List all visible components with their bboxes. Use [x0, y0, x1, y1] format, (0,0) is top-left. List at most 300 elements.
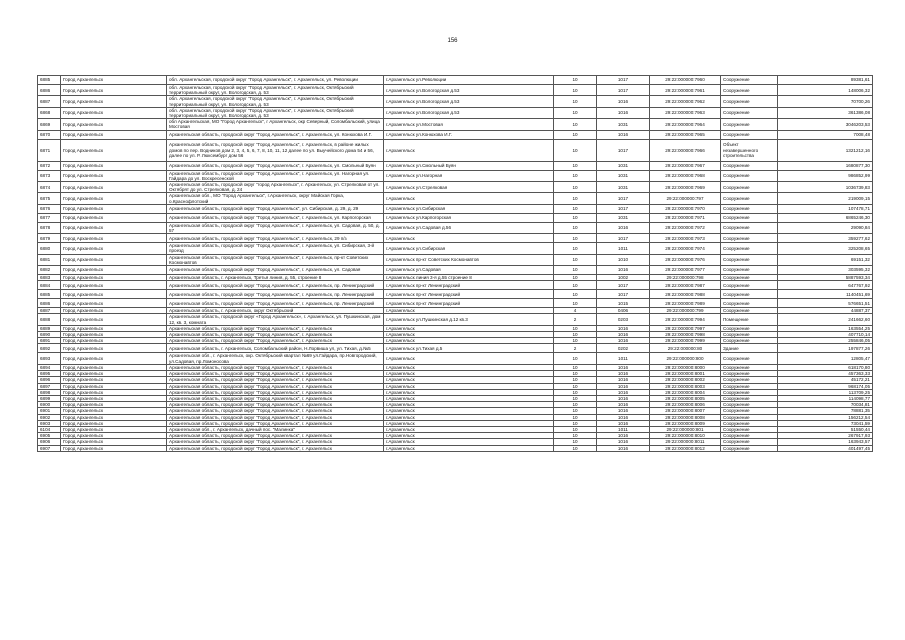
- cadastral-value-cell: 303595,32: [778, 266, 873, 275]
- cadastral-value-cell: 1036739,83: [778, 182, 873, 193]
- category-code-cell: 10: [554, 130, 597, 139]
- object-type-cell: Сооружение: [721, 439, 778, 445]
- cadastral-value-cell: 7008,48: [778, 130, 873, 139]
- category-code-cell: 10: [554, 96, 597, 107]
- type-code-cell: 1017: [597, 139, 650, 161]
- cadastral-value-cell: 401497,45: [778, 445, 873, 451]
- full-address-cell: Архангельская область, городской округ "Город Архангельск", г. Архангельск: [167, 389, 384, 395]
- record-number-cell: 6906: [38, 439, 61, 445]
- cadastral-value-cell: 70034,81: [778, 402, 873, 408]
- category-code-cell: 10: [554, 395, 597, 401]
- type-code-cell: 1011: [597, 353, 650, 364]
- cadastral-number-cell: 29:22:000000:8002: [650, 377, 721, 383]
- cadastral-value-cell: 576651,51: [778, 299, 873, 308]
- short-address-cell: г.Архангельск: [384, 383, 554, 389]
- full-address-cell: Архангельская область, городской округ "Город Архангельск", г. Архангельск: [167, 395, 384, 401]
- category-code-cell: 10: [554, 182, 597, 193]
- category-code-cell: 2: [554, 344, 597, 353]
- object-type-cell: Сооружение: [721, 325, 778, 331]
- object-type-cell: Сооружение: [721, 85, 778, 96]
- cadastral-number-cell: 29:22:000000:7994: [650, 314, 721, 325]
- cadastral-number-cell: 29:22:000000:7972: [650, 222, 721, 233]
- cadastral-value-cell: 163554,25: [778, 325, 873, 331]
- object-type-cell: Сооружение: [721, 170, 778, 181]
- short-address-cell: г.Архангельск: [384, 234, 554, 243]
- type-code-cell: 1016: [597, 389, 650, 395]
- cadastral-value-cell: 114098,77: [778, 395, 873, 401]
- type-code-cell: 1017: [597, 204, 650, 213]
- table-row: [38, 299, 873, 308]
- category-code-cell: 10: [554, 266, 597, 275]
- type-code-cell: 1017: [597, 281, 650, 290]
- municipality-cell: Город Архангельск: [61, 402, 167, 408]
- record-number-cell: 6871: [38, 139, 61, 161]
- category-code-cell: 10: [554, 414, 597, 420]
- object-type-cell: Объект незавершенного строительства: [721, 139, 778, 161]
- municipality-cell: Город Архангельск: [61, 377, 167, 383]
- type-code-cell: 1017: [597, 193, 650, 204]
- object-type-cell: Сооружение: [721, 76, 778, 85]
- record-number-cell: 6882: [38, 266, 61, 275]
- object-type-cell: Сооружение: [721, 275, 778, 281]
- cadastral-value-cell: 3046203,53: [778, 119, 873, 130]
- full-address-cell: обл. Архангельская, городской округ "Город Архангельск", г. Архангельск, Октябрьский территориальный округ, ул. Вологодская, д. 53: [167, 96, 384, 107]
- type-code-cell: 0406: [597, 308, 650, 314]
- cadastral-number-cell: 29:22:000000:7962: [650, 96, 721, 107]
- municipality-cell: Город Архангельск: [61, 344, 167, 353]
- category-code-cell: 10: [554, 383, 597, 389]
- cadastral-number-cell: 29:22:000000:7960: [650, 76, 721, 85]
- full-address-cell: Архангельская область, городской округ "город Архангельск", г. Архангельск, ул. Стрелковая от ул. Октябрят до ул. Стрелковая, д. 24: [167, 182, 384, 193]
- municipality-cell: Город Архангельск: [61, 308, 167, 314]
- record-number-cell: 6879: [38, 234, 61, 243]
- short-address-cell: г.Архангельск ул.Нагорная: [384, 170, 554, 181]
- record-number-cell: 6878: [38, 222, 61, 233]
- full-address-cell: Архангельская область, городской округ "Город Архангельск", г. Архангельск, ул. Садовая, д. 50, д. 57: [167, 222, 384, 233]
- cadastral-value-cell: 1321212,16: [778, 139, 873, 161]
- table-row: [38, 119, 873, 130]
- cadastral-number-cell: 29:22:000000:7967: [650, 161, 721, 170]
- category-code-cell: 10: [554, 420, 597, 426]
- object-type-cell: Сооружение: [721, 281, 778, 290]
- full-address-cell: Архангельская область, городской округ "Город Архангельск", г. Архангельск, 29 п/з: [167, 234, 384, 243]
- record-number-cell: 6876: [38, 204, 61, 213]
- short-address-cell: г.Архангельск ул.Революции: [384, 76, 554, 85]
- type-code-cell: 1011: [597, 243, 650, 254]
- short-address-cell: г.Архангельск: [384, 433, 554, 439]
- cadastral-number-cell: 29:22:000000:801: [650, 426, 721, 432]
- full-address-cell: Архангельская обл., г. Архангельск, дачный пос. "Малинка": [167, 426, 384, 432]
- object-type-cell: Сооружение: [721, 213, 778, 222]
- cadastral-value-cell: 1140451,69: [778, 290, 873, 299]
- type-code-cell: 0202: [597, 344, 650, 353]
- full-address-cell: Архангельская область, городской округ "Город Архангельск", г. Архангельск: [167, 332, 384, 338]
- type-code-cell: 1016: [597, 402, 650, 408]
- municipality-cell: Город Архангельск: [61, 182, 167, 193]
- table-row: [38, 107, 873, 118]
- cadastral-number-cell: 29:22:000000:8000: [650, 364, 721, 370]
- record-number-cell: 6886: [38, 299, 61, 308]
- record-number-cell: 6884: [38, 281, 61, 290]
- short-address-cell: г.Архангельск ул.Смольный Буян: [384, 161, 554, 170]
- short-address-cell: г.Архангельск: [384, 332, 554, 338]
- table-row: [38, 243, 873, 254]
- category-code-cell: 10: [554, 222, 597, 233]
- record-number-cell: 6870: [38, 130, 61, 139]
- cadastral-value-cell: 163943,57: [778, 439, 873, 445]
- object-type-cell: Сооружение: [721, 395, 778, 401]
- municipality-cell: Город Архангельск: [61, 76, 167, 85]
- table-row: [38, 182, 873, 193]
- full-address-cell: Архангельская область, городской округ "Город Архангельск", ул. Сибирская, д. 29, д. 29: [167, 204, 384, 213]
- cadastral-number-cell: 29:22:000000:7988: [650, 290, 721, 299]
- table-row: [38, 76, 873, 85]
- type-code-cell: 1011: [597, 426, 650, 432]
- cadastral-value-cell: 156212,54: [778, 414, 873, 420]
- full-address-cell: Архангельская область, городской округ "Город Архангельск", г. Архангельск: [167, 364, 384, 370]
- cadastral-value-cell: 69151,32: [778, 254, 873, 265]
- category-code-cell: 10: [554, 445, 597, 451]
- cadastral-number-cell: 29:22:000000:7989: [650, 299, 721, 308]
- municipality-cell: Город Архангельск: [61, 85, 167, 96]
- cadastral-number-cell: 29:22:000000:8011: [650, 439, 721, 445]
- record-number-cell: 6898: [38, 389, 61, 395]
- type-code-cell: 1016: [597, 338, 650, 344]
- full-address-cell: Архангельская область, городской округ "Город Архангельск", г. Архангельск, пр-кт Советских Космонавтов: [167, 254, 384, 265]
- short-address-cell: г.Архангельск ул.Сибирская: [384, 204, 554, 213]
- object-type-cell: Сооружение: [721, 353, 778, 364]
- cadastral-number-cell: 29:22:000000:8003: [650, 383, 721, 389]
- object-type-cell: Сооружение: [721, 182, 778, 193]
- cadastral-number-cell: 29:22:000000:80: [650, 344, 721, 353]
- cadastral-value-cell: 29090,84: [778, 222, 873, 233]
- record-number-cell: 6873: [38, 170, 61, 181]
- municipality-cell: Город Архангельск: [61, 204, 167, 213]
- type-code-cell: 1016: [597, 222, 650, 233]
- full-address-cell: Архангельская обл., г. Архангельск, окр. Октябрьский квартал №69 ул.Гайдара, пр.Новгородский, ул.Садовая, пр.Ломоносова: [167, 353, 384, 364]
- category-code-cell: 10: [554, 243, 597, 254]
- municipality-cell: Город Архангельск: [61, 314, 167, 325]
- type-code-cell: 0203: [597, 314, 650, 325]
- category-code-cell: 10: [554, 139, 597, 161]
- short-address-cell: г.Архангельск: [384, 364, 554, 370]
- record-number-cell: 6887: [38, 308, 61, 314]
- municipality-cell: Город Архангельск: [61, 130, 167, 139]
- short-address-cell: г.Архангельск ул.Тихая д.5: [384, 344, 554, 353]
- record-number-cell: 6896: [38, 377, 61, 383]
- municipality-cell: Город Архангельск: [61, 445, 167, 451]
- short-address-cell: г.Архангельск ул.Вологодская д.53: [384, 96, 554, 107]
- cadastral-number-cell: 29:22:000000:8004: [650, 389, 721, 395]
- cadastral-value-cell: 359277,62: [778, 234, 873, 243]
- record-number-cell: 6869: [38, 119, 61, 130]
- cadastral-value-cell: 78881,35: [778, 408, 873, 414]
- short-address-cell: г.Архангельск: [384, 308, 554, 314]
- full-address-cell: обл. Архангельская, городской округ "Город Архангельск", г. Архангельск, Октябрьский территориальный округ, ул. Вологодская, д. 53: [167, 107, 384, 118]
- cadastral-number-cell: 29:22:000000:8001: [650, 371, 721, 377]
- page-number: 156: [447, 38, 458, 44]
- table-row: [38, 213, 873, 222]
- cadastral-value-cell: 45172,21: [778, 377, 873, 383]
- record-number-cell: 6881: [38, 254, 61, 265]
- municipality-cell: Город Архангельск: [61, 161, 167, 170]
- full-address-cell: Архангельская область, городской округ "Город Архангельск", г. Архангельск: [167, 325, 384, 331]
- category-code-cell: 10: [554, 371, 597, 377]
- category-code-cell: 10: [554, 377, 597, 383]
- category-code-cell: 4: [554, 308, 597, 314]
- type-code-cell: 1016: [597, 377, 650, 383]
- short-address-cell: г.Архангельск: [384, 395, 554, 401]
- full-address-cell: Архангельская область, городской округ "Город Архангельск", г. Архангельск, ул. Садовая: [167, 266, 384, 275]
- short-address-cell: г.Архангельск ул.Садовая: [384, 266, 554, 275]
- short-address-cell: г.Архангельск: [384, 139, 554, 161]
- full-address-cell: Архангельская область, городской округ "Город Архангельск", г. Архангельск: [167, 377, 384, 383]
- category-code-cell: 10: [554, 299, 597, 308]
- type-code-cell: 1016: [597, 96, 650, 107]
- object-type-cell: Сооружение: [721, 420, 778, 426]
- record-number-cell: 6905: [38, 433, 61, 439]
- record-number-cell: 6893: [38, 353, 61, 364]
- municipality-cell: Город Архангельск: [61, 353, 167, 364]
- object-type-cell: Сооружение: [721, 119, 778, 130]
- cadastral-value-cell: 113709,25: [778, 389, 873, 395]
- cadastral-number-cell: 29:22:000000:7970: [650, 204, 721, 213]
- municipality-cell: Город Архангельск: [61, 371, 167, 377]
- category-code-cell: 10: [554, 408, 597, 414]
- type-code-cell: 1031: [597, 213, 650, 222]
- cadastral-number-cell: 29:22:000000:7971: [650, 213, 721, 222]
- category-code-cell: 10: [554, 439, 597, 445]
- table-row: [38, 130, 873, 139]
- table-row: [38, 85, 873, 96]
- municipality-cell: Город Архангельск: [61, 389, 167, 395]
- short-address-cell: г.Архангельск ул.Конюхова И.Г.: [384, 130, 554, 139]
- short-address-cell: г.Архангельск ул.Садовая д.56: [384, 222, 554, 233]
- table-row: [38, 344, 873, 353]
- type-code-cell: 1016: [597, 266, 650, 275]
- type-code-cell: 1016: [597, 433, 650, 439]
- type-code-cell: 1031: [597, 161, 650, 170]
- municipality-cell: Город Архангельск: [61, 139, 167, 161]
- cadastral-number-cell: 29:22:000000:8012: [650, 445, 721, 451]
- municipality-cell: Город Архангельск: [61, 439, 167, 445]
- cadastral-number-cell: 29:22:000000:8008: [650, 414, 721, 420]
- record-number-cell: 6902: [38, 414, 61, 420]
- object-type-cell: Сооружение: [721, 377, 778, 383]
- cadastral-number-cell: 29:22:000000:798: [650, 275, 721, 281]
- table-row: [38, 193, 873, 204]
- record-number-cell: 6901: [38, 408, 61, 414]
- table-row: [38, 161, 873, 170]
- category-code-cell: 10: [554, 402, 597, 408]
- category-code-cell: 10: [554, 426, 597, 432]
- type-code-cell: 1031: [597, 170, 650, 181]
- cadastral-value-cell: 407710,14: [778, 332, 873, 338]
- type-code-cell: 1016: [597, 325, 650, 331]
- category-code-cell: 10: [554, 161, 597, 170]
- cadastral-value-cell: 255846,05: [778, 338, 873, 344]
- table-row: [38, 254, 873, 265]
- full-address-cell: Архангельская область, городской округ "Город Архангельск", г. Архангельск, ул. Конюхова И.Г.: [167, 130, 384, 139]
- object-type-cell: Сооружение: [721, 243, 778, 254]
- short-address-cell: г.Архангельск ул.Вологодская д.53: [384, 107, 554, 118]
- cadastral-value-cell: 241662,60: [778, 314, 873, 325]
- table-row: [38, 170, 873, 181]
- type-code-cell: 1031: [597, 182, 650, 193]
- record-number-cell: 6885: [38, 76, 61, 85]
- cadastral-number-cell: 29:22:000000:7969: [650, 182, 721, 193]
- cadastral-value-cell: 968174,05: [778, 383, 873, 389]
- short-address-cell: г.Архангельск: [384, 353, 554, 364]
- municipality-cell: Город Архангельск: [61, 395, 167, 401]
- category-code-cell: 10: [554, 281, 597, 290]
- object-type-cell: Сооружение: [721, 338, 778, 344]
- type-code-cell: 1031: [597, 119, 650, 130]
- municipality-cell: Город Архангельск: [61, 290, 167, 299]
- short-address-cell: г.Архангельск: [384, 325, 554, 331]
- municipality-cell: Город Архангельск: [61, 107, 167, 118]
- object-type-cell: Сооружение: [721, 234, 778, 243]
- short-address-cell: г.Архангельск ул.Пушкинская д.12 кв.3: [384, 314, 554, 325]
- type-code-cell: 1016: [597, 383, 650, 389]
- type-code-cell: 1016: [597, 371, 650, 377]
- full-address-cell: Архангельская область, городской округ "Город Архангельск", г. Архангельск: [167, 371, 384, 377]
- cadastral-number-cell: 29:22:000000:7961: [650, 85, 721, 96]
- cadastral-value-cell: 457363,33: [778, 371, 873, 377]
- short-address-cell: г.Архангельск пр-кт Ленинградский: [384, 290, 554, 299]
- cadastral-number-cell: 29:22:000000:7964: [650, 119, 721, 130]
- cadastral-number-cell: 29:22:000000:7998: [650, 332, 721, 338]
- category-code-cell: 10: [554, 353, 597, 364]
- type-code-cell: 1016: [597, 107, 650, 118]
- record-number-cell: 6885: [38, 290, 61, 299]
- object-type-cell: Сооружение: [721, 290, 778, 299]
- object-type-cell: Сооружение: [721, 445, 778, 451]
- category-code-cell: 10: [554, 85, 597, 96]
- cadastral-number-cell: 29:22:000000:799: [650, 308, 721, 314]
- category-code-cell: 10: [554, 76, 597, 85]
- record-number-cell: 6897: [38, 383, 61, 389]
- object-type-cell: Сооружение: [721, 426, 778, 432]
- record-number-cell: 6104: [38, 426, 61, 432]
- category-code-cell: 10: [554, 275, 597, 281]
- full-address-cell: обл. Архангельская, городской округ "Город Архангельск", г. Архангельск, Октябрьский территориальный округ, ул. Вологодская, д. 53: [167, 85, 384, 96]
- full-address-cell: Архангельская область, городской округ "Город Архангельск", г. Архангельск: [167, 414, 384, 420]
- full-address-cell: Архангельская область, г. Архангельск, Третья линия, д. 55, строение 8: [167, 275, 384, 281]
- table-row: [38, 290, 873, 299]
- municipality-cell: Город Архангельск: [61, 234, 167, 243]
- type-code-cell: 1016: [597, 414, 650, 420]
- record-number-cell: 6883: [38, 275, 61, 281]
- category-code-cell: 10: [554, 254, 597, 265]
- cadastral-number-cell: 29:22:000000:7974: [650, 243, 721, 254]
- record-number-cell: 6877: [38, 213, 61, 222]
- type-code-cell: 1016: [597, 408, 650, 414]
- cadastral-number-cell: 29:22:000000:7966: [650, 139, 721, 161]
- category-code-cell: 10: [554, 107, 597, 118]
- full-address-cell: Архангельская область, городской округ "Город Архангельск", г. Архангельск: [167, 383, 384, 389]
- municipality-cell: Город Архангельск: [61, 325, 167, 331]
- short-address-cell: г.Архангельск пр-кт Ленинградский: [384, 299, 554, 308]
- short-address-cell: г.Архангельск: [384, 193, 554, 204]
- municipality-cell: Город Архангельск: [61, 243, 167, 254]
- table-row: [38, 314, 873, 325]
- cadastral-value-cell: 219009,15: [778, 193, 873, 204]
- municipality-cell: Город Архангельск: [61, 254, 167, 265]
- object-type-cell: Сооружение: [721, 433, 778, 439]
- full-address-cell: Архангельская область, городской округ "Город Архангельск", г. Архангельск: [167, 402, 384, 408]
- full-address-cell: Архангельская область, городской округ "Город Архангельск", г. Архангельск, ул. Сибирская, 3-й проезд: [167, 243, 384, 254]
- record-number-cell: 6900: [38, 402, 61, 408]
- record-number-cell: 6891: [38, 338, 61, 344]
- municipality-cell: Город Архангельск: [61, 193, 167, 204]
- record-number-cell: 6886: [38, 85, 61, 96]
- record-number-cell: 6907: [38, 445, 61, 451]
- object-type-cell: Сооружение: [721, 408, 778, 414]
- cadastral-register-table: [37, 75, 873, 452]
- table-row: [38, 96, 873, 107]
- municipality-cell: Город Архангельск: [61, 275, 167, 281]
- cadastral-number-cell: 29:22:000000:7968: [650, 170, 721, 181]
- municipality-cell: Город Архангельск: [61, 383, 167, 389]
- full-address-cell: обл Архангельская, МО "Город Архангельск", г Архангельск, окр Северный, Соломбальский, улица Мостовая: [167, 119, 384, 130]
- type-code-cell: 1017: [597, 234, 650, 243]
- full-address-cell: Архангельская область, городской округ "Город Архангельск", г. Архангельск, в районе жилых домов по пер. Водников дом 2, 3, 4, 5, 6, 7, 8, 10, 11, 12 далее по ул. Выучейского дома 54 и 56, далее по ул. Р. Люксембург дом 56: [167, 139, 384, 161]
- full-address-cell: Архангельская область, городской округ "Город Архангельск", г. Архангельск, ул. Карпогорская: [167, 213, 384, 222]
- record-number-cell: 6888: [38, 314, 61, 325]
- municipality-cell: Город Архангельск: [61, 408, 167, 414]
- municipality-cell: Город Архангельск: [61, 338, 167, 344]
- short-address-cell: г.Архангельск: [384, 371, 554, 377]
- full-address-cell: Архангельская область, городской округ "Город Архангельск", г. Архангельск: [167, 338, 384, 344]
- object-type-cell: Сооружение: [721, 254, 778, 265]
- cadastral-value-cell: 5887593,34: [778, 275, 873, 281]
- cadastral-value-cell: 325208,65: [778, 243, 873, 254]
- category-code-cell: 10: [554, 325, 597, 331]
- cadastral-number-cell: 29:22:000000:800: [650, 353, 721, 364]
- type-code-cell: 1016: [597, 130, 650, 139]
- category-code-cell: 10: [554, 170, 597, 181]
- cadastral-value-cell: 73041,59: [778, 420, 873, 426]
- object-type-cell: Сооружение: [721, 96, 778, 107]
- type-code-cell: 1016: [597, 395, 650, 401]
- short-address-cell: г.Архангельск ул.Сибирская: [384, 243, 554, 254]
- object-type-cell: Помещение: [721, 314, 778, 325]
- type-code-cell: 1015: [597, 299, 650, 308]
- municipality-cell: Город Архангельск: [61, 213, 167, 222]
- cadastral-number-cell: 29:22:000000:7999: [650, 338, 721, 344]
- cadastral-number-cell: 29:22:000000:7977: [650, 266, 721, 275]
- table-row: [38, 234, 873, 243]
- cadastral-number-cell: 29:22:000000:8006: [650, 402, 721, 408]
- short-address-cell: г.Архангельск: [384, 377, 554, 383]
- cadastral-value-cell: 148006,32: [778, 85, 873, 96]
- cadastral-value-cell: 267917,93: [778, 433, 873, 439]
- type-code-cell: 1017: [597, 85, 650, 96]
- municipality-cell: Город Архангельск: [61, 119, 167, 130]
- short-address-cell: г.Архангельск: [384, 408, 554, 414]
- cadastral-number-cell: 29:22:000000:8009: [650, 420, 721, 426]
- object-type-cell: Сооружение: [721, 161, 778, 170]
- full-address-cell: Архангельская обл., МО "Город Архангельск", г.Архангельск, округ Майская Горка, о.Краснофлотский: [167, 193, 384, 204]
- record-number-cell: 6872: [38, 161, 61, 170]
- municipality-cell: Город Архангельск: [61, 420, 167, 426]
- short-address-cell: г.Архангельск: [384, 389, 554, 395]
- category-code-cell: 2: [554, 314, 597, 325]
- municipality-cell: Город Архангельск: [61, 299, 167, 308]
- cadastral-value-cell: 6865246,30: [778, 213, 873, 222]
- full-address-cell: Архангельская область, городской округ "Город Архангельск", г. Архангельск: [167, 433, 384, 439]
